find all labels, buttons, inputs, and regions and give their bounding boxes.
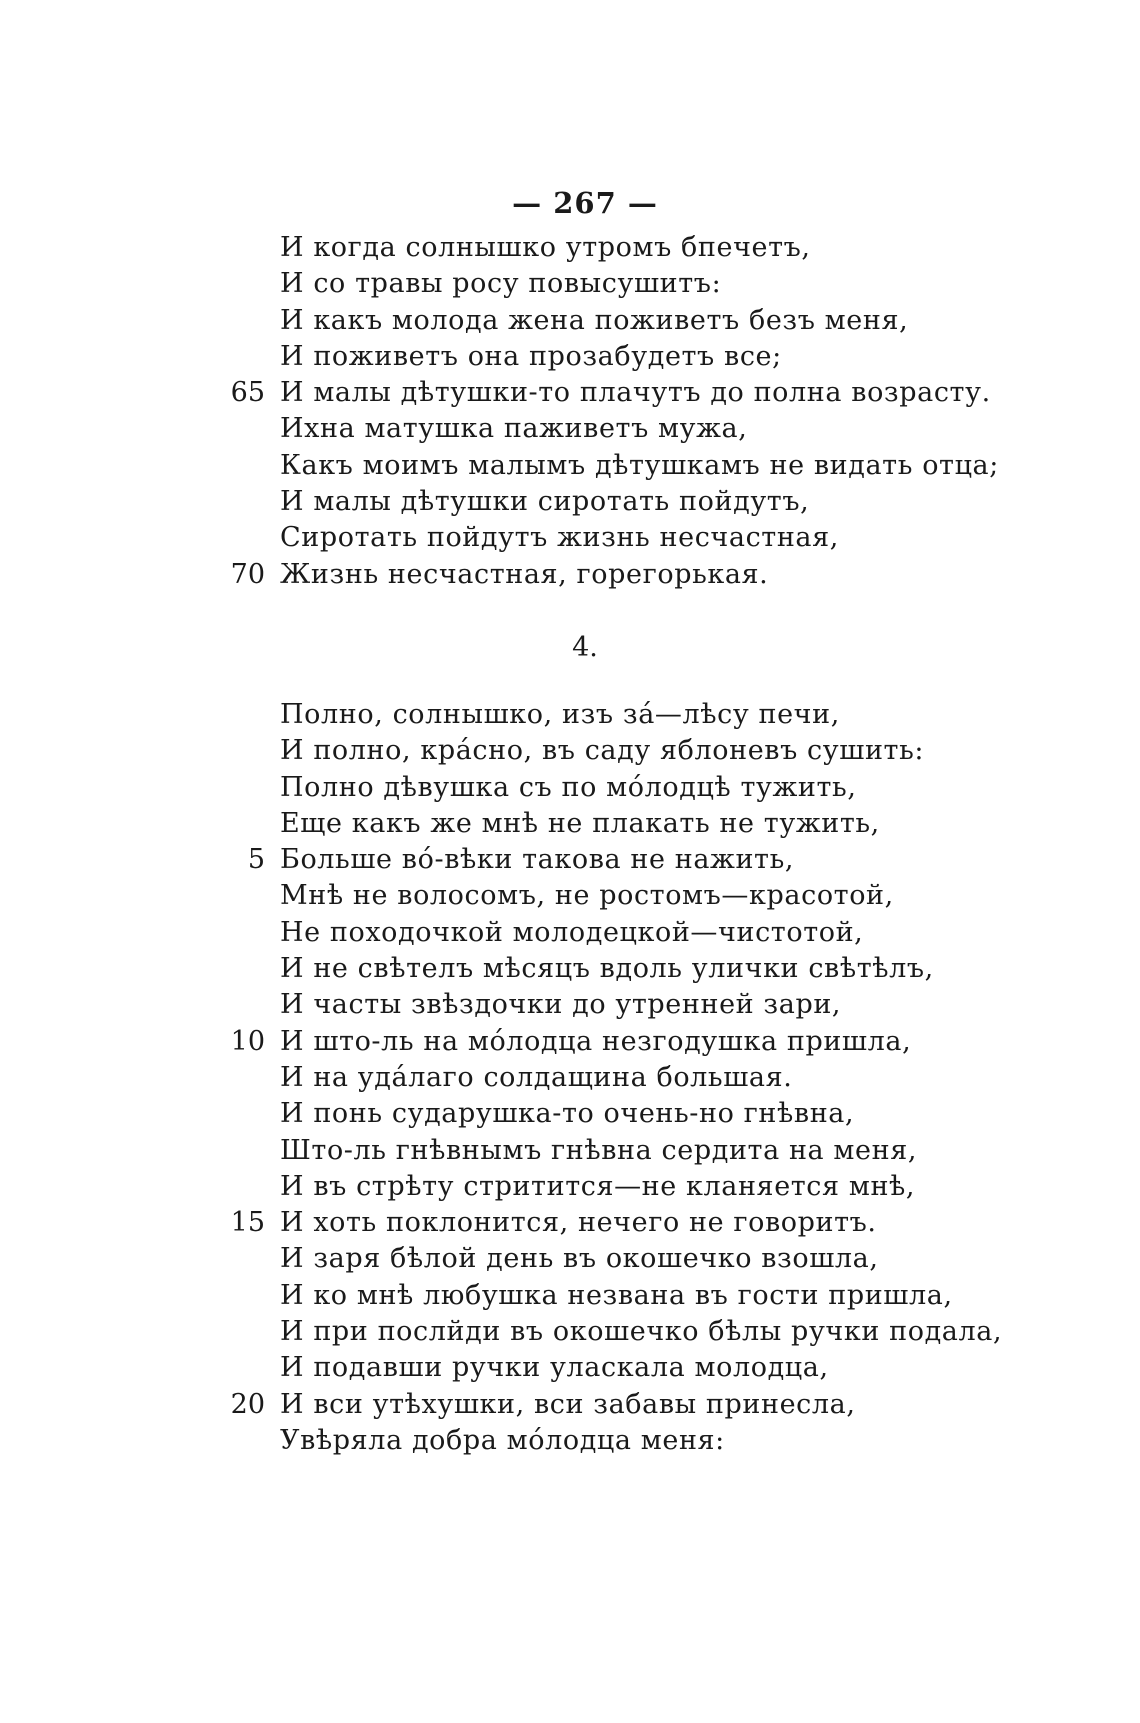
verse-line — [0, 1205, 1140, 1241]
verse-line — [0, 915, 1140, 951]
verse-line — [0, 806, 1140, 842]
verse-text: И полно, кра́сно, въ саду яблоневъ сушить: — [280, 735, 925, 767]
stanza-continued — [0, 230, 1140, 593]
verse-line — [0, 1096, 1140, 1132]
verse-text: И подавши ручки уласкала молодца, — [280, 1352, 829, 1384]
verse-line — [0, 733, 1140, 769]
verse-line — [0, 842, 1140, 878]
verse-text: Не походочкой молодецкой—чистотой, — [280, 916, 864, 948]
verse-text: И въ стрѣту стритится—не кланяется мнѣ, — [280, 1170, 916, 1202]
verse-line — [0, 1350, 1140, 1386]
verse-text: И понь сударушка-то очень-но гнѣвна, — [280, 1098, 855, 1130]
verse-line — [0, 484, 1140, 520]
verse-text: И не свѣтелъ мѣсяцъ вдоль улички свѣтѣлъ, — [280, 953, 934, 985]
verse-text: И когда солнышко утромъ бпечетъ, — [280, 232, 811, 263]
verse-line — [0, 1278, 1140, 1314]
verse-line — [0, 557, 1140, 593]
verse-text: Полно дѣвушка съ по мо́лодцѣ тужить, — [280, 771, 857, 803]
verse-text: И часты звѣздочки до утренней зари, — [280, 989, 842, 1021]
verse-text: Мнѣ не волосомъ, не ростомъ—красотой, — [280, 880, 894, 912]
verse-line — [0, 770, 1140, 806]
verse-text: Больше во́-вѣки такова не нажить, — [280, 844, 795, 876]
line-number: 5 — [247, 844, 265, 876]
verse-line — [0, 1024, 1140, 1060]
verse-text: Увѣряла добра мо́лодца меня: — [280, 1424, 725, 1456]
verse-text: И на уда́лаго солдащина большая. — [280, 1061, 793, 1093]
verse-text: Сиротать пойдутъ жизнь несчастная, — [280, 522, 839, 554]
verse-text: Какъ моимъ малымъ дѣтушкамъ не видать отца; — [280, 449, 999, 481]
verse-line — [0, 520, 1140, 556]
verse-text: И вси утѣхушки, вси забавы принесла, — [280, 1388, 856, 1420]
verse-line — [0, 411, 1140, 447]
verse-line — [0, 1314, 1140, 1350]
verse-line — [0, 987, 1140, 1023]
verse-line — [0, 266, 1140, 302]
verse-text: И со травы росу повысушитъ: — [280, 268, 722, 300]
verse-line — [0, 1423, 1140, 1459]
verse-line — [0, 303, 1140, 339]
line-number: 70 — [230, 558, 265, 590]
verse-text: И малы дѣтушки-то плачутъ до полна возрасту. — [280, 377, 991, 409]
verse-line — [0, 448, 1140, 484]
section-number: 4. — [572, 632, 598, 663]
verse-line — [0, 1133, 1140, 1169]
verse-line — [0, 697, 1140, 733]
verse-text: Што-ль гнѣвнымъ гнѣвна сердита на меня, — [280, 1134, 918, 1166]
verse-text: Полно, солнышко, изъ за́—лѣсу печи, — [280, 699, 840, 730]
verse-text: Жизнь несчастная, горегорькая. — [280, 558, 769, 590]
line-number: 15 — [230, 1207, 265, 1239]
verse-line — [0, 1169, 1140, 1205]
verse-text: И поживетъ она прозабудетъ все; — [280, 340, 782, 372]
verse-line — [0, 878, 1140, 914]
verse-text: Еще какъ же мнѣ не плакать не тужить, — [280, 807, 880, 839]
verse-line — [0, 1241, 1140, 1277]
verse-text: И заря бѣлой день въ окошечко взошла, — [280, 1243, 879, 1275]
verse-text: И што-ль на мо́лодца незгодушка пришла, — [280, 1025, 912, 1057]
verse-text: И при послйди въ окошечко бѣлы ручки подала, — [280, 1316, 1003, 1348]
verse-line — [0, 375, 1140, 411]
line-number: 65 — [230, 377, 265, 409]
verse-line — [0, 1060, 1140, 1096]
verse-text: Ихна матушка паживетъ мужа, — [280, 413, 748, 445]
verse-line — [0, 339, 1140, 375]
page-number: — 267 — — [512, 186, 658, 220]
verse-text: И ко мнѣ любушка незвана въ гости пришла, — [280, 1279, 953, 1311]
stanza-section-4 — [0, 697, 1140, 1459]
verse-line — [0, 1387, 1140, 1423]
line-number: 10 — [230, 1025, 265, 1057]
line-number: 20 — [230, 1388, 265, 1420]
verse-line — [0, 951, 1140, 987]
verse-text: И хоть поклонится, нечего не говоритъ. — [280, 1207, 877, 1239]
verse-text: И какъ молода жена поживетъ безъ меня, — [280, 304, 909, 336]
verse-text: И малы дѣтушки сиротать пойдутъ, — [280, 486, 810, 518]
verse-line — [0, 230, 1140, 266]
